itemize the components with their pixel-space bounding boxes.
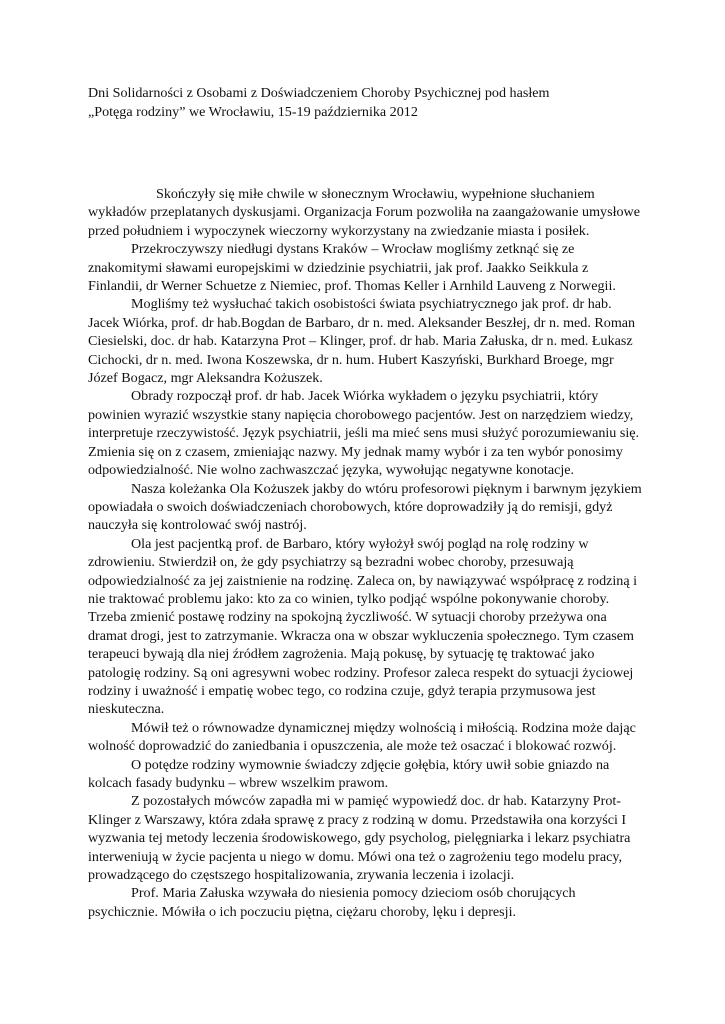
paragraph: Nasza koleżanka Ola Kożuszek jakby do wtóru profesorowi pięknym i barwnym językiem opowiadała o swoich doświadczeniach chorobowych, które doprowadziły ją do remisji, gdyż nauczyła się kontrolować swój nastrój. — [88, 480, 642, 534]
document-body — [88, 185, 643, 921]
paragraph: Ola jest pacjentką prof. de Barbaro, który wyłożył swój pogląd na rolę rodziny w zdrowieniu. Stwierdził on, że gdy psychiatrzy są bezradni wobec choroby, przesuwają odpowiedzialność za jej zaistnienie na rodzinę. Zaleca on, by nawiązywać współpracę z rodziną i nie traktować problemu jako: kto za co winien, tylko podjąć wspólne pokonywanie choroby. Trzeba zmienić postawę rodziny na spokojną życzliwość. W sytuacji choroby przeżywa ona dramat drogi, jest to zatrzymanie. Wkracza ona w obszar wykluczenia społecznego. Tym czasem terapeuci bywają dla niej źródłem zagrożenia. Mają pokusę, by sytuację tę traktować jako patologię rodziny. Są oni agresywni wobec rodziny. Profesor zaleca respekt do sytuacji życiowej rodziny i uważność i empatię wobec tego, co rodzina czuje, gdyż terapia przymusowa jest nieskuteczna. — [88, 535, 638, 718]
paragraph: Z pozostałych mówców zapadła mi w pamięć wypowiedź doc. dr hab. Katarzyny Prot-Klinger z Warszawy, która zdała sprawę z pracy z rodziną w domu. Przedstawiła ona korzyści I wyzwania tej metody leczenia środowiskowego, gdy psycholog, pielęgniarka i lekarz psychiatra interweniują w życie pacjenta u niego w domu. Mówi ona też o zagrożeniu tego modelu pracy, prowadzącego do częstszego hospitalizowania, zrywania leczenia i izolacji. — [88, 793, 631, 884]
paragraph: Skończyły się miłe chwile w słonecznym Wrocławiu, wypełnione słuchaniem wykładów przeplatanych dyskusjami. Organizacja Forum pozwoliła na zaangażowanie umysłowe przed południem i wypoczynek wieczorny wykorzystany na zwiedzanie miasta i posiłek. — [88, 186, 640, 239]
paragraph: Zmienia się on z czasem, zmieniając nazwy. My jednak mamy wybór i za ten wybór ponosimy odpowiedzialność. Nie wolno zachwaszczać języka, wywołując negatywne konotacje. — [88, 443, 623, 479]
document-header — [88, 84, 648, 122]
header-title-line-2: „Potęga rodziny” we Wrocławiu, 15-19 października 2012 — [88, 104, 418, 120]
paragraph: Prof. Maria Załuska wzywała do niesienia pomocy dzieciom osób chorujących psychicznie. Mówiła o ich poczuciu piętna, ciężaru choroby, lęku i depresji. — [88, 885, 576, 920]
paragraph: Przekroczywszy niedługi dystans Kraków – Wrocław mogliśmy zetknąć się ze znakomitymi sławami europejskimi w dziedzinie psychiatrii, jak prof. Jaakko Seikkula z Finlandii, dr Werner Schuetze z Niemiec, prof. Thomas Keller i Arnhild Lauveng z Norwegii. — [88, 241, 616, 295]
paragraph: O potędze rodziny wymownie świadczy zdjęcie gołębia, który uwił sobie gniazdo na kolcach fasady budynku – wbrew wszelkim prawom. — [88, 756, 610, 791]
paragraph: Mogliśmy też wysłuchać takich osobistości świata psychiatrycznego jak prof. dr hab. Jacek Wiórka, prof. dr hab.Bogdan de Barbaro, dr n. med. Aleksander Beszłej, dr n. med. Roman Ciesielski, doc. dr hab. Katarzyna Prot – Klinger, prof. dr hab. Maria Załuska, dr n. med. Łukasz Cichocki, dr n. med. Iwona Koszewska, dr n. hum. Hubert Kaszyński, Burkhard Broege, mgr Józef Bogacz, mgr Aleksandra Kożuszek. — [88, 296, 636, 387]
paragraph: Mówił też o równowadze dynamicznej między wolnością i miłością. Rodzina może dając wolność doprowadzić do zaniedbania i opuszczenia, ale może też osaczać i blokować rozwój. — [88, 719, 636, 755]
paragraph: Obrady rozpoczął prof. dr hab. Jacek Wiórka wykładem o języku psychiatrii, który powinien wyrazić wszystkie stany napięcia chorobowego pacjentów. Jest on narzędziem wiedzy, interpretuje rzeczywistość. Język psychiatrii, jeśli ma mieć sens musi służyć porozumiewaniu się. — [88, 388, 640, 442]
header-title-line-1: Dni Solidarności z Osobami z Doświadczeniem Choroby Psychicznej pod hasłem — [88, 85, 550, 101]
